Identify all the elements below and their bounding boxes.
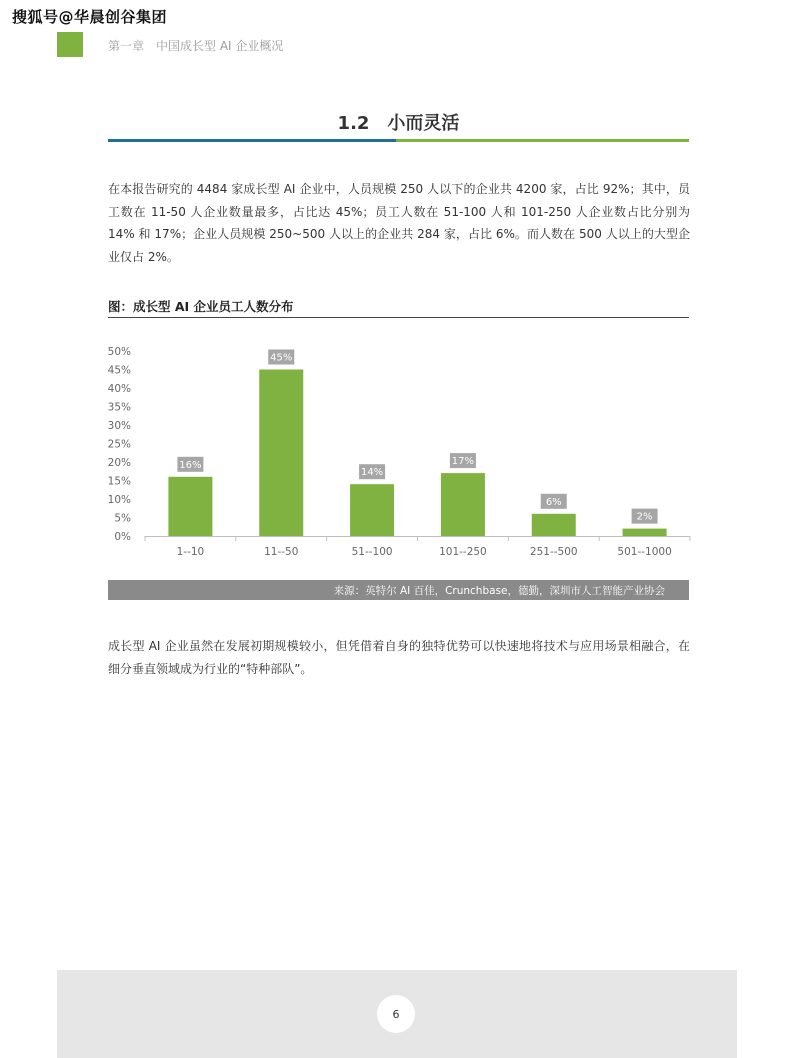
y-tick-label: 35% [107,401,131,414]
source-bar [108,580,689,600]
data-label: 17% [451,456,475,468]
y-tick-label: 40% [107,383,131,395]
bar [623,529,667,536]
y-tick-label: 10% [107,494,131,506]
chart-title: 图：成长型 AI 企业员工人数分布 [108,299,294,314]
y-tick-label: 45% [107,364,131,377]
y-tick-label: 15% [107,475,131,488]
watermark-text: 搜狐号@华晨创谷集团 [12,8,168,26]
page-number-badge [377,995,415,1033]
bar [441,473,485,536]
section-divider [108,139,689,142]
chart-title-rule [108,317,689,318]
source-text: 来源：英特尔 AI 百佳，Crunchbase，德勤，深圳市人工智能产业协会 [333,584,665,597]
x-tick-label: 101--250 [439,546,487,558]
bar [350,484,394,536]
y-tick-label: 30% [107,420,131,432]
data-label: 2% [636,511,653,523]
y-tick-label: 0% [114,531,131,543]
chapter-marker [57,32,83,57]
data-label: 6% [545,496,562,508]
y-tick-label: 5% [114,512,131,525]
bar [259,370,303,537]
y-tick-label: 50% [107,346,131,358]
bar-chart [100,335,700,565]
data-label: 14% [360,467,384,479]
bar [168,477,212,536]
y-tick-label: 25% [107,438,131,451]
x-tick-label: 11--50 [264,546,299,558]
page-number: 6 [392,1007,400,1021]
y-tick-label: 20% [107,457,131,469]
bar [532,514,576,536]
conclusion-paragraph: 成长型 AI 企业虽然在发展初期规模较小，但凭借着自身的独特优势可以快速地将技术与应用场景相融合，在细分垂直领域成为行业的“特种部队”。 [108,639,690,676]
x-tick-label: 501--1000 [617,546,672,558]
chapter-label: 第一章 中国成长型 AI 企业概况 [108,39,284,53]
data-label: 45% [270,352,293,364]
section-title: 1.2 小而灵活 [337,113,460,134]
data-label: 16% [179,459,202,471]
divider-blue-segment [108,139,396,142]
intro-paragraph: 在本报告研究的 4484 家成长型 AI 企业中，人员规模 250 人以下的企业共 4200 家，占比 92%；其中，员工数在 11-50 人企业数量最多，占比达 45%；员工人数在 51-100 人和 101-250 人企业数占比分别为 14% 和 17%；企业人员规模 250~500 人以上的企业共 284 家，占比 6%。而人数在 500 人以上的大型企业仅占 2%。 [108,182,690,264]
divider-green-segment [396,139,689,142]
x-tick-label: 1--10 [176,546,205,558]
x-tick-label: 51--100 [351,546,393,558]
x-tick-label: 251--500 [529,546,578,558]
